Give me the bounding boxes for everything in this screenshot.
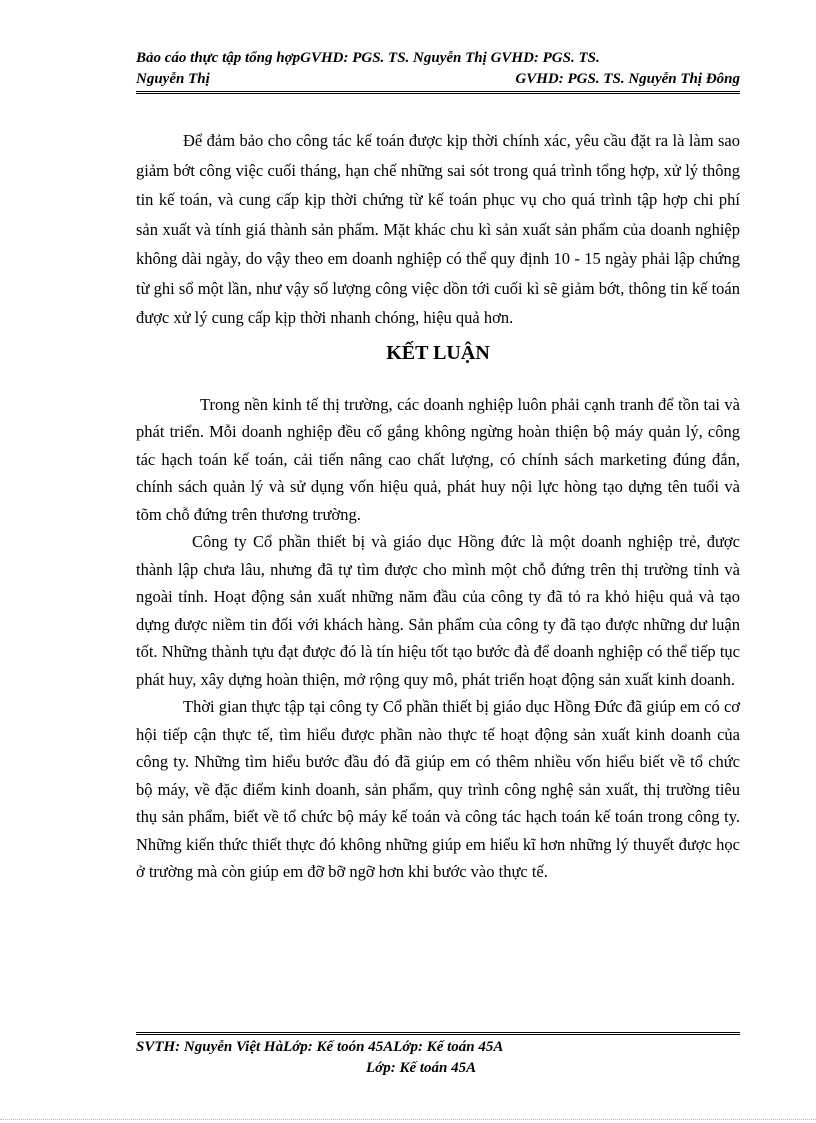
page-footer [136, 1037, 740, 1079]
intro-paragraph: Để đảm bảo cho công tác kế toán được kịp thời chính xác, yêu cầu đặt ra là làm sao giảm bớt công việc cuối tháng, hạn chế những sai sót trong quá trình tổng hợp, xử lý thông tin kế toán, và cung cấp kịp thời chứng từ kế toán phục vụ cho quá trình tập hợp chi phí sản xuất và tính giá thành sản phẩm. Mặt khác chu kì sản xuất sản phẩm của doanh nghiệp không dài ngày, do vậy theo em doanh nghiệp có thể quy định 10 - 15 ngày phải lập chứng từ ghi sổ một lần, như vậy số lượng công việc dồn tới cuối kì sẽ giảm bớt, thông tin kế toán được xử lý cung cấp kịp thời nhanh chóng, hiệu quả hơn. [136, 131, 740, 327]
document-body [136, 126, 740, 886]
conclusion-paragraph-2: Công ty Cổ phần thiết bị và giáo dục Hồng đức là một doanh nghiệp trẻ, được thành lập chưa lâu, nhưng đã tự tìm được cho mình một chỗ đứng trên thị trường tỉnh và ngoài tỉnh. Hoạt động sản xuất những năm đầu của công ty đã tỏ ra khỏ hiệu quả và tạo dựng được niềm tin đối với khách hàng. Sản phẩm của công ty đã tạo được những dư luận tốt. Những thành tựu đạt được đó là tín hiệu tốt tạo bước đà để doanh nghiệp có thể tiếp tục phát huy, xây dựng hoàn thiện, mở rộng quy mô, phát triển hoạt động sản xuất kinh doanh. [136, 532, 740, 689]
header-divider [136, 91, 740, 94]
page-bottom-edge [0, 1119, 816, 1120]
header-line-2 [136, 69, 740, 90]
footer-line-1: SVTH: Nguyễn Việt HàLớp: Kế toón 45ALớp: Kế toán 45A [136, 1039, 504, 1055]
conclusion-paragraph-1: Trong nền kinh tế thị trường, các doanh nghiệp luôn phải cạnh tranh để tồn tai và phát triển. Mỗi doanh nghiệp đều cố gắng không ngừng hoàn thiện bộ máy quản lý, công tác hạch toán kế toán, cải tiến nâng cao chất lượng, có chính sách marketing đúng đắn, chính sách quản lý và sử dụng vốn hiệu quả, phát huy nội lực hòng tạo dựng tên tuổi và tõm chỗ đứng trên thương trường. [136, 394, 740, 524]
section-title: KẾT LUẬN [386, 341, 490, 364]
conclusion-paragraph-3: Thời gian thực tập tại công ty Cổ phần thiết bị giáo dục Hồng Đức đã giúp em có cơ hội tiếp cận thực tế, tìm hiểu được phần nào thực tế hoạt động sản xuất kinh doanh của công ty. Những tìm hiểu bước đầu đó đã giúp em có thêm nhiều vốn hiểu biết về tổ chức bộ máy, về đặc điểm kinh doanh, sản phẩm, quy trình công nghệ sản xuất, thị trường tiêu thụ sản phẩm, biết về tổ chức bộ máy kế toán và công tác hạch toán kế toán trong công ty. Những kiến thức thiết thực đó không những giúp em hiểu kĩ hơn những lý thuyết được học ở trường mà còn giúp em đỡ bỡ ngỡ hơn khi bước vào thực tế. [136, 697, 740, 881]
header-supervisor: GVHD: PGS. TS. Nguyễn Thị Đông [515, 71, 740, 87]
footer-divider [136, 1032, 740, 1035]
page-header [136, 48, 740, 90]
header-author-left: Nguyễn Thị [136, 71, 210, 87]
header-line-1: Bảo cáo thực tập tổng hợpGVHD: PGS. TS. Nguyễn Thị GVHD: PGS. TS. [136, 50, 600, 66]
footer-line-2: Lớp: Kế toán 45A [366, 1060, 477, 1076]
